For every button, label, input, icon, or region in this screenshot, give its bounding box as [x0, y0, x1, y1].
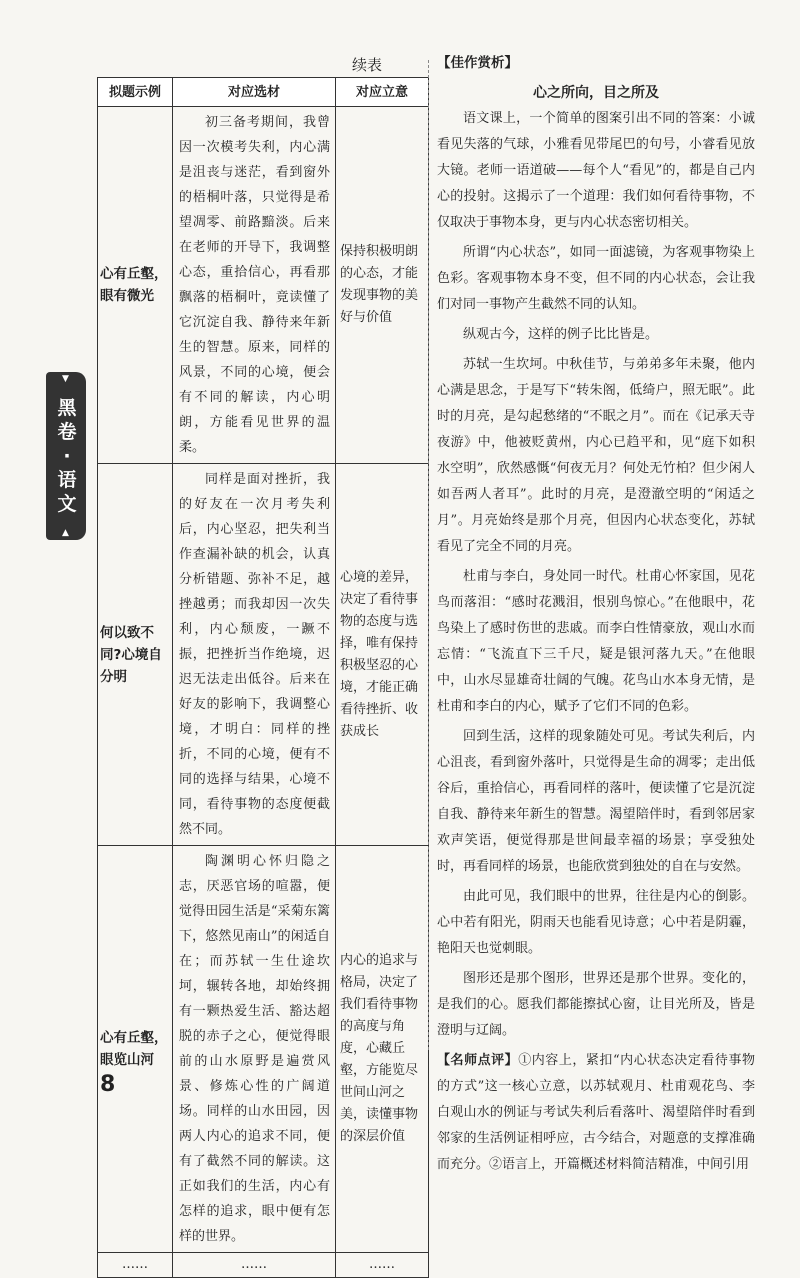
teacher-comment [437, 1048, 755, 1178]
essay-paragraph: 由此可见，我们眼中的世界，往往是内心的倒影。心中若有阳光，阴雨天也能看见诗意；心中若是阴霾，艳阳天也觉刺眼。 [437, 889, 755, 956]
side-tab [46, 372, 86, 540]
header-title-example: 拟题示例 [98, 78, 173, 107]
table-row [98, 107, 429, 464]
row-title: 心有丘壑，眼有微光 [98, 107, 173, 464]
row-idea: 保持积极明朗的心态，才能发现事物的美好与价值 [336, 107, 429, 464]
table-header-row [98, 78, 429, 107]
table-row [98, 1253, 429, 1278]
page-number: 8 [100, 1072, 116, 1097]
essay-paragraph: 所谓“内心状态”，如同一面滤镜，为客观事物染上色彩。客观事物本身不变，但不同的内心状态，会让我们对同一事物产生截然不同的认知。 [437, 245, 755, 312]
row-idea: 心境的差异，决定了看待事物的态度与选择，唯有保持积极坚忍的心境，才能正确看待挫折、收获成长 [336, 464, 429, 846]
row-material: 陶渊明心怀归隐之志，厌恶官场的喧嚣，便觉得田园生活是“采菊东篱下，悠然见南山”的闲适自在；而苏轼一生仕途坎坷，辗转各地，却始终拥有一颗热爱生活、豁达超脱的赤子之心，便觉得眼前的山水原野是遍赏风景、修炼心性的广阔道场。同样的山水田园，因两人内心的追求不同，便有了截然不同的解读。这正如我们的生活，内心有怎样的追求，眼中便有怎样的世界。 [173, 846, 336, 1253]
row-title: 何以致不同?心境自分明 [98, 464, 173, 846]
column-divider [428, 60, 429, 1050]
row-material: …… [173, 1253, 336, 1278]
essay-paragraph: 图形还是那个图形，世界还是那个世界。变化的，是我们的心。愿我们都能擦拭心窗，让目光所及，皆是澄明与辽阔。 [437, 971, 755, 1038]
essay-paragraph: 语文课上，一个简单的图案引出不同的答案：小诚看见失落的气球，小雅看见带尾巴的句号，小睿看见放大镜。老师一语道破——每个人“看见”的，都是自己内心的投射。这揭示了一个道理：我们如何看待事物，不仅取决于事物本身，更与内心状态密切相关。 [437, 111, 755, 230]
essay-paragraph: 杜甫与李白，身处同一时代。杜甫心怀家国，见花鸟而落泪：“感时花溅泪，恨别鸟惊心。”在他眼中，花鸟染上了感时伤世的悲戚。而李白性情豪放，观山水而忘情：“飞流直下三千尺，疑是银河落九天。”在他眼中，山水尽显雄奇壮阔的气魄。花鸟山水本身无情，是杜甫和李白的内心，赋予了它们不同的色彩。 [437, 569, 755, 714]
header-material: 对应选材 [173, 78, 336, 107]
row-idea: 内心的追求与格局，决定了我们看待事物的高度与角度，心藏丘壑，方能览尽世间山河之美，读懂事物的深层价值 [336, 846, 429, 1253]
side-tab-text: 黑卷·语文 [57, 397, 77, 515]
essay-paragraph: 回到生活，这样的现象随处可见。考试失利后，内心沮丧，看到窗外落叶，只觉得是生命的凋零；走出低谷后，重拾信心，再看同样的落叶，便读懂了它是沉淀自我、静待来年新生的智慧。渴望陪伴时，看到邻居家欢声笑语，便觉得那是世间最幸福的场景；享受独处时，再看同样的场景，也能欣赏到独处的自在与安然。 [437, 729, 755, 874]
essay-column [437, 50, 755, 1178]
header-idea: 对应立意 [336, 78, 429, 107]
essay-title: 心之所向，目之所及 [533, 85, 659, 101]
table-row [98, 846, 429, 1253]
essay-paragraph: 苏轼一生坎坷。中秋佳节，与弟弟多年未聚，他内心满是思念，于是写下“转朱阁，低绮户，照无眠”。此时的月亮，是勾起愁绪的“不眠之月”。而在《记承天寺夜游》中，他被贬黄州，内心已趋平和，见“庭下如积水空明”，欣然感慨“何夜无月？何处无竹柏？但少闲人如吾两人者耳”。此时的月亮，是澄澈空明的“闲适之月”。月亮始终是那个月亮，但因内心状态变化，苏轼看见了完全不同的月亮。 [437, 357, 755, 554]
section-label: 【佳作赏析】 [437, 55, 518, 71]
triangle-down-icon: ▼ [62, 374, 69, 384]
comment-label: 【名师点评】 [437, 1053, 519, 1068]
comment-text: ①内容上，紧扣“内心状态决定看待事物的方式”这一核心立意，以苏轼观月、杜甫观花鸟、李白观山水的例证与考试失利后看落叶、渴望陪伴时看到邻家的生活例证相呼应，古今结合，对题意的支撑准确而充分。②语言上，开篇概述材料简洁精准，中间引用 [437, 1053, 755, 1172]
topic-table [97, 77, 429, 1278]
essay-paragraph: 纵观古今，这样的例子比比皆是。 [463, 327, 659, 342]
continue-label: 续表 [352, 56, 383, 74]
row-material: 初三备考期间，我曾因一次模考失利，内心满是沮丧与迷茫，看到窗外的梧桐叶落，只觉得是希望凋零、前路黯淡。后来在老师的开导下，我调整心态，重拾信心，再看那飘落的梧桐叶，竟读懂了它沉淀自我、静待来年新生的智慧。原来，同样的风景，不同的心境，便会有不同的解读，内心明朗，方能看见世界的温柔。 [173, 107, 336, 464]
row-title: …… [98, 1253, 173, 1278]
triangle-up-icon: ▲ [62, 528, 69, 538]
row-material: 同样是面对挫折，我的好友在一次月考失利后，内心坚忍，把失利当作查漏补缺的机会，认真分析错题、弥补不足，越挫越勇；而我却因一次失利，内心颓废，一蹶不振，把挫折当作绝境，迟迟无法走出低谷。后来在好友的影响下，我调整心境，才明白：同样的挫折，不同的心境，便有不同的选择与结果，心境不同，看待事物的态度便截然不同。 [173, 464, 336, 846]
row-idea: …… [336, 1253, 429, 1278]
row-title: 心有丘壑，眼览山河 [98, 846, 173, 1253]
table-row [98, 464, 429, 846]
